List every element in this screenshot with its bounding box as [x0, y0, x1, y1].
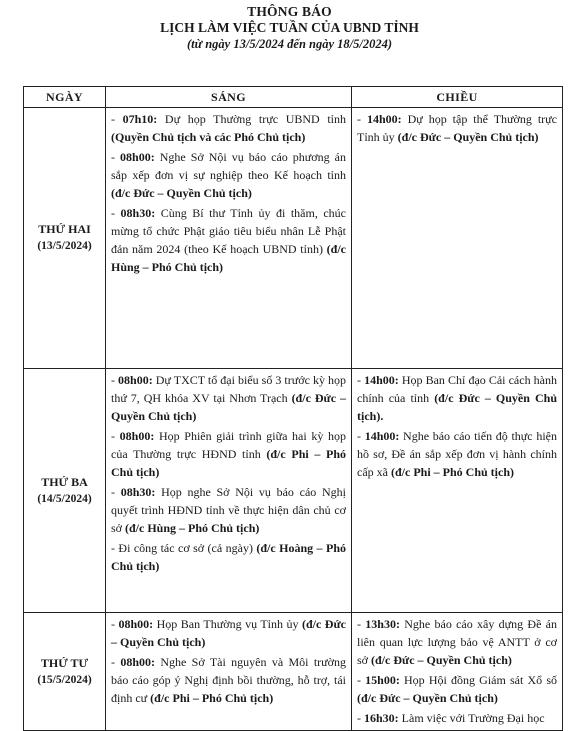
schedule-entry: - 08h00: Nghe Sở Nội vụ báo cáo phương án sắp xếp đơn vị sự nghiệp theo Kế hoạch tỉnh (đ/c Đức – Quyền Chủ tịch): [111, 150, 346, 200]
morning-cell: [106, 369, 352, 613]
schedule-entry: - Đi công tác cơ sở (cả ngày) (đ/c Hoàng – Phó Chủ tịch): [111, 541, 346, 573]
schedule-entry: - 14h00: Họp Ban Chỉ đạo Cải cách hành chính của tỉnh (đ/c Đức – Quyền Chủ tịch).: [357, 373, 558, 423]
table-header-row: [24, 87, 563, 108]
table-row: [24, 613, 563, 731]
day-cell: [24, 108, 106, 369]
day-cell: [24, 613, 106, 731]
date-range: (từ ngày 13/5/2024 đến ngày 18/5/2024): [186, 37, 393, 51]
day-cell: [24, 369, 106, 613]
day-date: (13/5/2024): [37, 240, 92, 252]
schedule-entry: - 13h30: Nghe báo cáo xây dựng Đề án liên quan lực lượng bảo vệ ANTT ở cơ sở (đ/c Đức – Quyền Chủ tịch): [357, 617, 557, 667]
day-name: THỨ TƯ: [40, 655, 89, 670]
schedule-entry: - 08h30: Cùng Bí thư Tỉnh ủy đi thăm, chúc mừng tổ chức Phật giáo tiêu biểu nhân Lễ Phật đản năm 2024 (theo Kế hoạch UBND tỉnh) (đ/c Hùng – Phó Chủ tịch): [111, 206, 347, 274]
morning-cell: [106, 108, 352, 369]
schedule-entry: - 07h10: Dự họp Thường trực UBND tỉnh (Quyền Chủ tịch và các Phó Chủ tịch): [111, 112, 346, 144]
schedule-entry: - 14h00: Nghe báo cáo tiến độ thực hiện hồ sơ, Đề án sắp xếp đơn vị hành chính cấp xã (đ/c Phi – Phó Chủ tịch): [357, 429, 557, 479]
schedule-entry: - 16h30: Làm việc với Trường Đại học: [357, 711, 545, 725]
column-header-day: NGÀY: [24, 87, 106, 108]
day-date: (14/5/2024): [37, 492, 92, 505]
schedule-entry: - 08h00: Nghe Sở Tài nguyên và Môi trường báo cáo góp ý Nghị định bồi thường, hỗ trợ, tái định cư (đ/c Phi – Phó Chủ tịch): [111, 655, 347, 705]
notice-title: THÔNG BÁO: [247, 4, 332, 19]
schedule-entry: - 08h30: Họp nghe Sở Nội vụ báo cáo Nghị quyết trình HĐND tỉnh về thực hiện dân chủ cơ sở (đ/c Hùng – Phó Chủ tịch): [111, 485, 346, 535]
column-header-afternoon: CHIỀU: [352, 87, 563, 108]
column-header-morning: SÁNG: [106, 87, 352, 108]
day-name: THỨ BA: [41, 474, 88, 489]
schedule-subtitle: LỊCH LÀM VIỆC TUẦN CỦA UBND TỈNH: [160, 20, 419, 35]
weekly-schedule-table: [23, 86, 563, 731]
afternoon-cell: [352, 108, 563, 369]
table-row: [24, 369, 563, 613]
table-row: [24, 108, 563, 369]
schedule-entry: - 08h00: Họp Ban Thường vụ Tỉnh ủy (đ/c Đức – Quyền Chủ tịch): [111, 617, 346, 649]
day-name: THỨ HAI: [38, 222, 91, 236]
afternoon-cell: [352, 613, 563, 731]
afternoon-cell: [352, 369, 563, 613]
day-date: (15/5/2024): [37, 673, 92, 686]
schedule-entry: - 08h00: Họp Phiên giải trình giữa hai kỳ họp của Thường trực HĐND tỉnh (đ/c Phi – Phó Chủ tịch): [111, 429, 347, 479]
morning-cell: [106, 613, 352, 731]
schedule-entry: - 14h00: Dự họp tập thể Thường trực Tỉnh ủy (đ/c Đức – Quyền Chủ tịch): [357, 112, 557, 144]
schedule-entry: - 08h00: Dự TXCT tổ đại biểu số 3 trước kỳ họp thứ 7, QH khóa XV tại Nhơn Trạch (đ/c Đức – Quyền Chủ tịch): [111, 373, 346, 423]
schedule-entry: - 15h00: Họp Hội đồng Giám sát Xổ số (đ/c Đức – Quyền Chủ tịch): [357, 673, 557, 705]
